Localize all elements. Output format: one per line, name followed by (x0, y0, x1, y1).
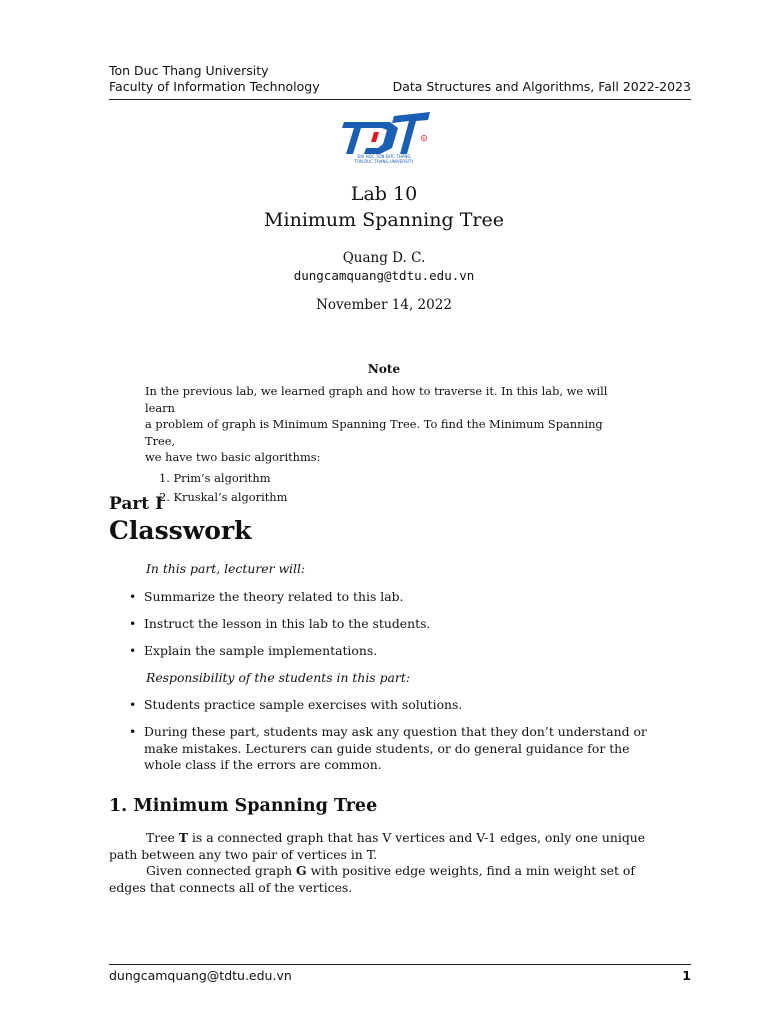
list-item: • During these part, students may ask any question that they don’t understand or make mistakes. Lecturers can guide students, or do general guidance for the whole class if the errors are common. (109, 724, 659, 774)
footer-rule (109, 964, 691, 965)
note-list-item: 2. Kruskal’s algorithm (159, 490, 288, 504)
note-body (145, 383, 625, 509)
header-university: Ton Duc Thang University (109, 63, 269, 78)
lecturer-section (109, 561, 659, 784)
part-label: Part I (109, 494, 164, 514)
lab-subject: Minimum Spanning Tree (264, 209, 504, 231)
svg-text:ĐẠI HỌC TÔN ĐỨC THẮNG: ĐẠI HỌC TÔN ĐỨC THẮNG (357, 154, 411, 159)
lecturer-list (109, 589, 659, 660)
text-run: is a connected graph that has V vertices and V-1 edges, only one unique path between any two pair of vertices in T. (109, 830, 646, 862)
tdt-logo (334, 108, 434, 164)
footer-email: dungcamquang@tdtu.edu.vn (109, 968, 292, 983)
lab-number: Lab 10 (350, 183, 418, 205)
document-date: November 14, 2022 (316, 297, 452, 313)
bold-term: T (178, 830, 189, 845)
note-algorithm-list (145, 470, 625, 506)
title-block (0, 181, 768, 233)
part-title: Classwork (109, 516, 252, 545)
paragraph (109, 863, 659, 896)
page-footer (109, 968, 691, 984)
paragraph (109, 830, 659, 863)
text-run: Given connected graph (146, 863, 297, 878)
page-number: 1 (682, 968, 691, 983)
bold-term: G (296, 863, 307, 878)
section-title: 1. Minimum Spanning Tree (109, 796, 378, 816)
svg-text:R: R (422, 136, 426, 141)
author-email: dungcamquang@tdtu.edu.vn (293, 268, 475, 283)
text-run: Tree (146, 830, 179, 845)
list-item: • Students practice sample exercises with solutions. (109, 697, 659, 714)
author-name: Quang D. C. (342, 250, 426, 266)
list-item: • Explain the sample implementations. (109, 643, 659, 660)
lecturer-intro: In this part, lecturer will: (146, 561, 306, 576)
note-text-line: In the previous lab, we learned graph and how to traverse it. In this lab, we will learn (145, 384, 608, 415)
section-body (109, 830, 659, 896)
students-list (109, 697, 659, 774)
text-run: with positive edge weights, find a min weight set of edges that connects all of the vertices. (109, 863, 635, 895)
header-course: Data Structures and Algorithms, Fall 2022-2023 (392, 79, 691, 94)
page-header (109, 63, 691, 95)
note-text-line: we have two basic algorithms: (145, 450, 321, 464)
note-list-item: 1. Prim’s algorithm (159, 470, 271, 485)
svg-text:TON DUC THANG UNIVERSITY: TON DUC THANG UNIVERSITY (354, 159, 414, 164)
students-intro: Responsibility of the students in this part: (146, 669, 411, 685)
header-faculty: Faculty of Information Technology (109, 79, 320, 94)
note-text-line: a problem of graph is Minimum Spanning Tree. To find the Minimum Spanning Tree, (145, 417, 603, 448)
note-heading: Note (367, 362, 401, 376)
header-rule (109, 99, 691, 100)
list-item: • Instruct the lesson in this lab to the students. (109, 616, 659, 633)
list-item: • Summarize the theory related to this lab. (109, 589, 659, 606)
